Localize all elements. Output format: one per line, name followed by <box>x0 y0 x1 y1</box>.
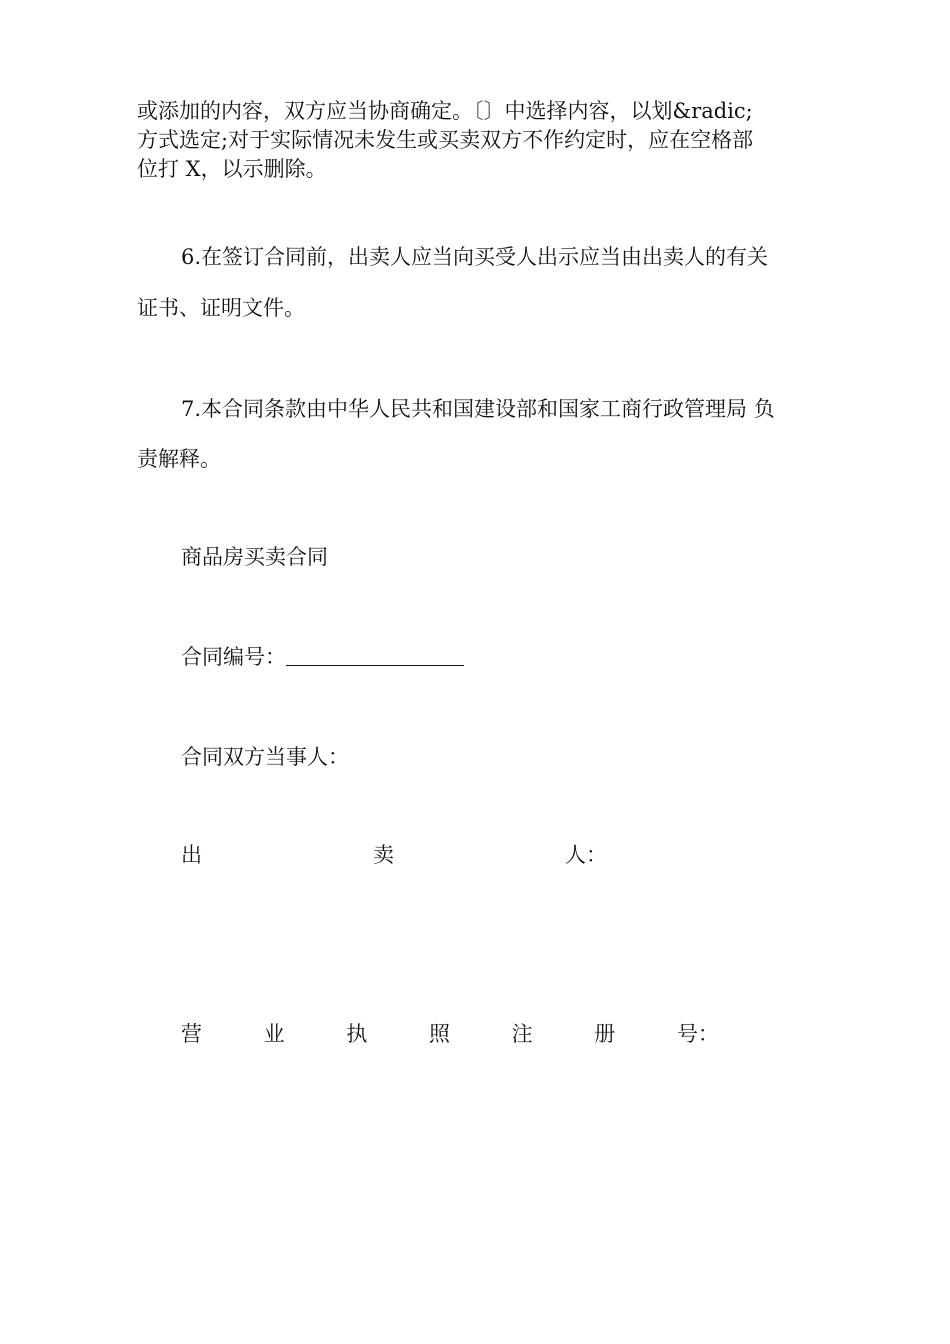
item-7-line-1: 7.本合同条款由中华人民共和国建设部和国家工商行政管理局 负 <box>181 397 775 421</box>
item-6-line-2: 证书、证明文件。 <box>137 296 305 320</box>
parties-label: 合同双方当事人： <box>181 745 349 769</box>
contract-number-blank <box>286 645 464 666</box>
seller-char: 卖 <box>373 843 394 867</box>
item-6-line-1: 6.在签订合同前，出卖人应当向买受人出示应当由出卖人的有关 <box>181 245 769 269</box>
license-char: 照 <box>428 1022 450 1046</box>
license-char: 册 <box>594 1022 616 1046</box>
seller-row <box>181 839 607 869</box>
intro-line-2: 方式选定;对于实际情况未发生或买卖双方不作约定时，应在空格部 <box>137 128 754 152</box>
seller-char: 人： <box>565 843 607 867</box>
license-char: 营 <box>181 1022 202 1046</box>
intro-line-1: 或添加的内容，双方应当协商确定。〔〕中选择内容，以划&radic; <box>137 99 753 123</box>
license-row <box>181 1018 719 1048</box>
license-char: 号： <box>676 1022 719 1046</box>
license-char: 注 <box>511 1022 533 1046</box>
contract-title: 商品房买卖合同 <box>181 545 328 569</box>
contract-number-row <box>181 641 464 671</box>
seller-char: 出 <box>181 843 202 867</box>
license-char: 业 <box>263 1022 285 1046</box>
item-7-line-2: 责解释。 <box>137 447 221 471</box>
license-char: 执 <box>346 1022 368 1046</box>
intro-line-3: 位打 X，以示删除。 <box>137 157 327 181</box>
contract-number-label: 合同编号： <box>181 645 286 669</box>
